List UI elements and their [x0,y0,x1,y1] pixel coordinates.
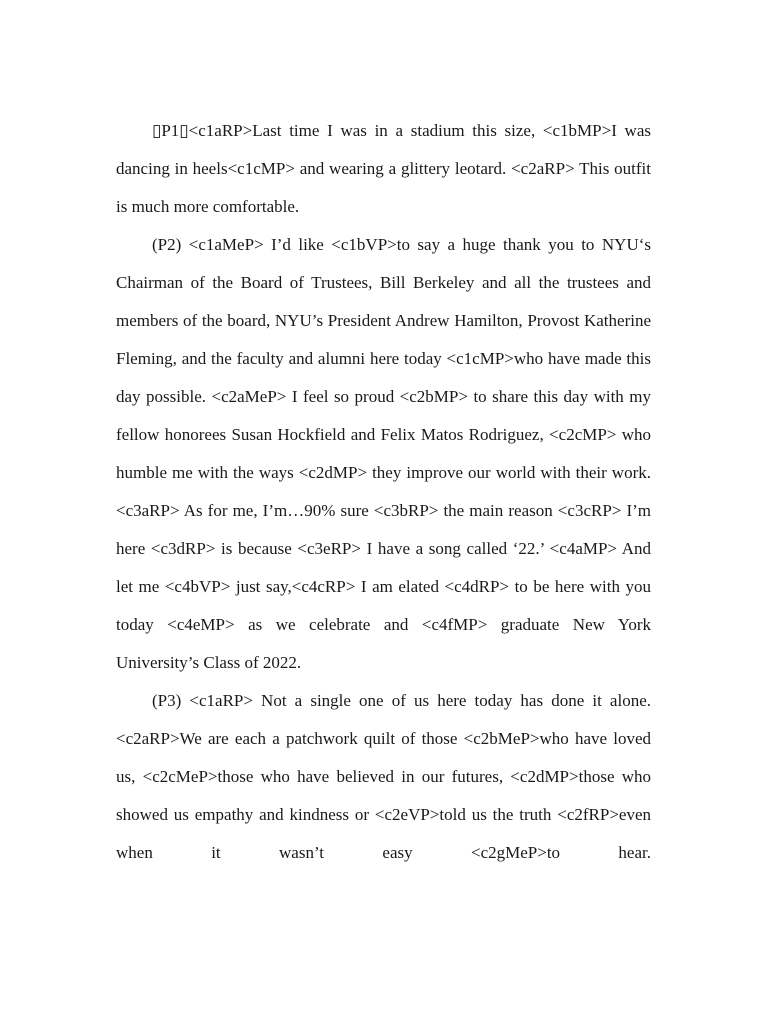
paragraph-p1: ▯P1▯<c1aRP>Last time I was in a stadium this size, <c1bMP>I was dancing in heels<c1cMP> and wearing a glittery leotard. <c2aRP> This outfit is much more comfortable. [116,121,651,216]
document-body [116,112,651,872]
paragraph-p2: (P2) <c1aMeP> I’d like <c1bVP>to say a huge thank you to NYU‘s Chairman of the Board of Trustees, Bill Berkeley and all the trustees and members of the board, NYU’s President Andrew Hamilton, Provost Katherine Fleming, and the faculty and alumni here today <c1cMP>who have made this day possible. <c2aMeP> I feel so proud <c2bMP> to share this day with my fellow honorees Susan Hockfield and Felix Matos Rodriguez, <c2cMP> who humble me with the ways <c2dMP> they improve our world with their work. <c3aRP> As for me, I’m…90% sure <c3bRP> the main reason <c3cRP> I’m here <c3dRP> is because <c3eRP> I have a song called ‘22.’ <c4aMP> And let me <c4bVP> just say,<c4cRP> I am elated <c4dRP> to be here with you today <c4eMP> as we celebrate and <c4fMP> graduate New York University’s Class of 2022. [116,235,651,672]
paragraph-p3: (P3) <c1aRP> Not a single one of us here today has done it alone. <c2aRP>We are each a patchwork quilt of those <c2bMeP>who have loved us, <c2cMeP>those who have believed in our futures, <c2dMP>those who showed us empathy and kindness or <c2eVP>told us the truth <c2fRP>even when it wasn’t easy <c2gMeP>to hear. [116,691,651,862]
